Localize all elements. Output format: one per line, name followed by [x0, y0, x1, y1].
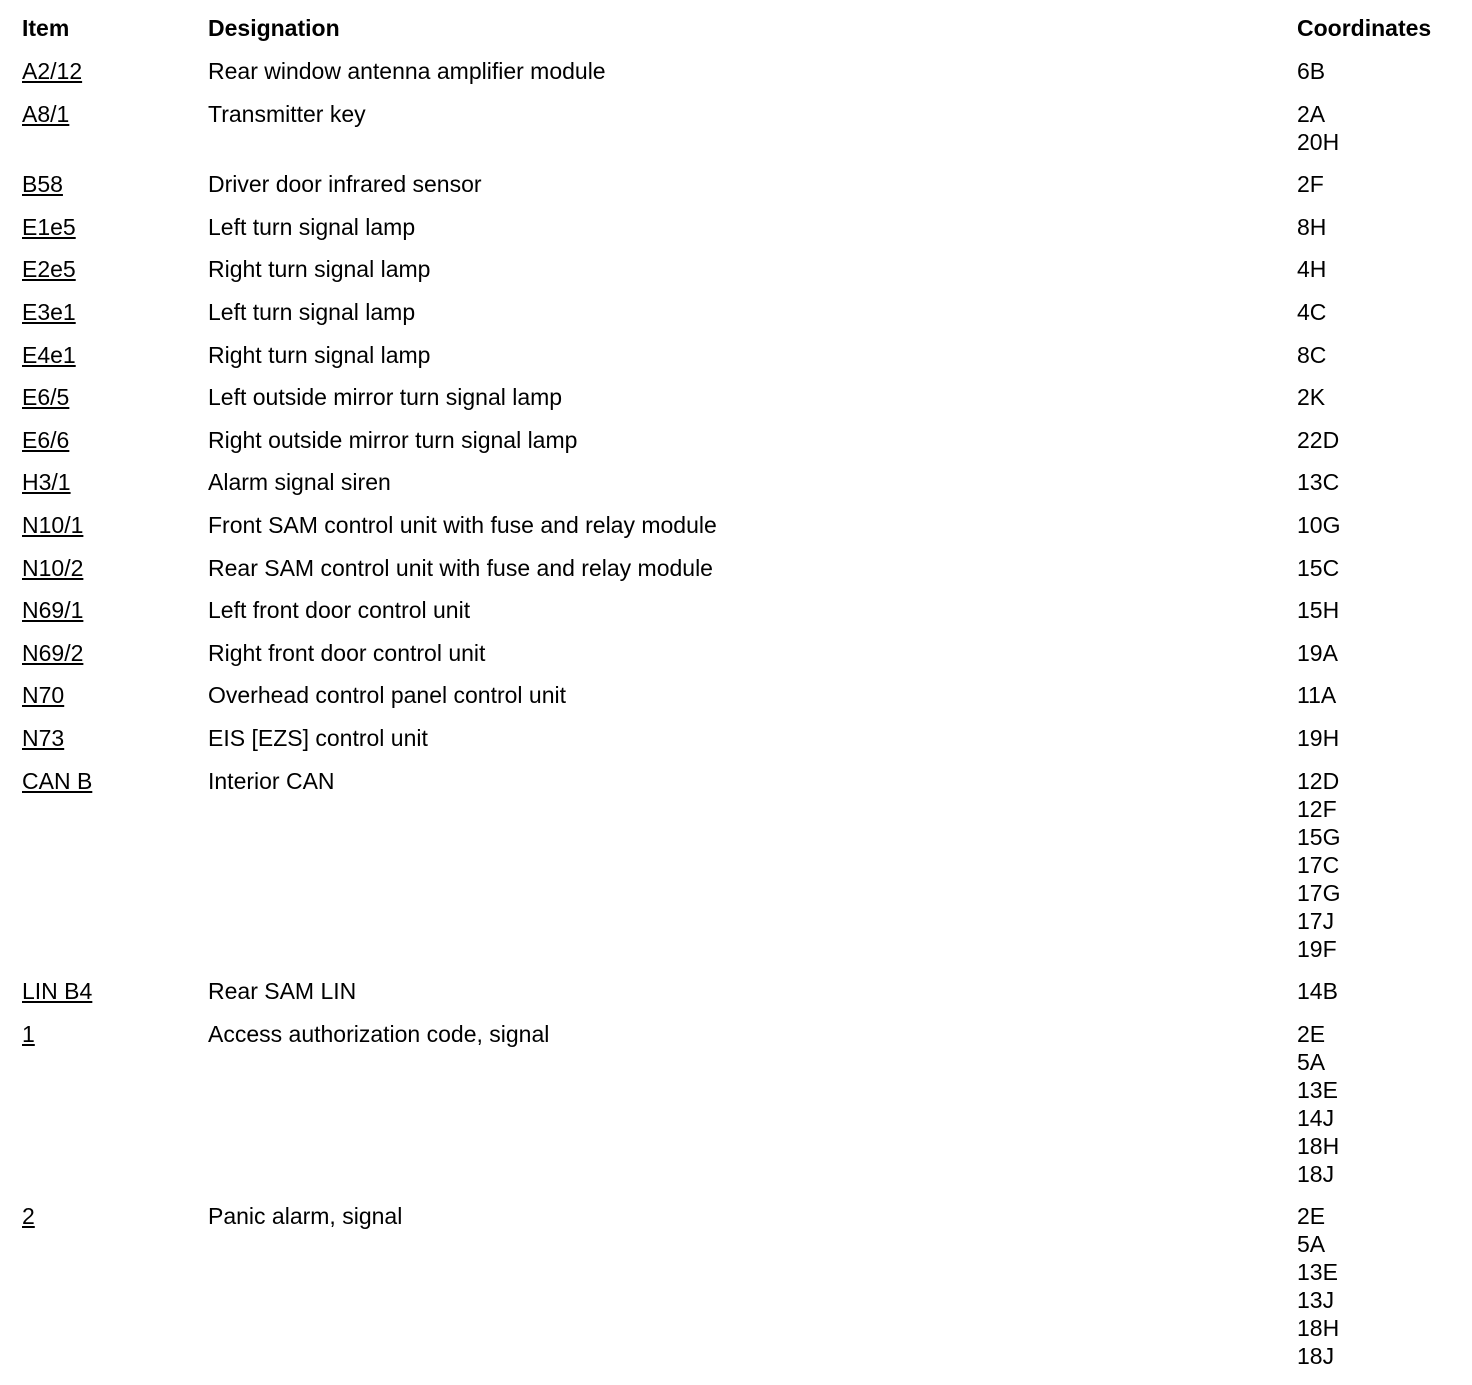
item-link[interactable]: H3/1 — [22, 469, 71, 496]
coordinate-value: 18H — [1297, 1315, 1340, 1342]
designation-text: Right turn signal lamp — [208, 341, 431, 368]
item-link[interactable]: E6/5 — [22, 384, 70, 411]
designation-text: Right outside mirror turn signal lamp — [208, 426, 578, 453]
coordinate-value: 2F — [1297, 171, 1324, 198]
table-row — [0, 1202, 1472, 1370]
item-link[interactable]: N73 — [22, 724, 65, 751]
table-row — [0, 468, 1472, 496]
table-row — [0, 383, 1472, 411]
designation-text: Rear window antenna amplifier module — [208, 58, 606, 84]
coordinates-cell — [1297, 213, 1326, 241]
coordinate-value: 15H — [1297, 597, 1340, 624]
item-link[interactable]: N70 — [22, 682, 65, 709]
item-link[interactable]: A2/12 — [22, 58, 83, 84]
coordinate-value: 15C — [1297, 554, 1340, 581]
item-link[interactable]: N10/2 — [22, 554, 84, 581]
coordinate-value: 14J — [1297, 1104, 1335, 1131]
coordinates-cell — [1297, 681, 1336, 709]
coordinates-cell — [1297, 170, 1324, 198]
coordinate-value: 5A — [1297, 1048, 1326, 1075]
item-link[interactable]: E3e1 — [22, 298, 76, 325]
coordinates-cell — [1297, 1202, 1339, 1370]
designation-text: Left outside mirror turn signal lamp — [208, 384, 563, 411]
table-row — [0, 596, 1472, 624]
coordinate-value: 17J — [1297, 907, 1335, 934]
coordinates-cell — [1297, 724, 1339, 752]
coordinate-value: 13C — [1297, 469, 1340, 496]
coordinate-value: 4H — [1297, 256, 1327, 283]
coordinate-value: 8H — [1297, 213, 1327, 240]
coordinate-value: 18J — [1297, 1343, 1335, 1370]
table-row — [0, 554, 1472, 582]
coordinates-cell — [1297, 298, 1326, 326]
coordinates-cell — [1297, 511, 1340, 539]
designation-text: Left front door control unit — [208, 597, 471, 624]
coordinates-cell — [1297, 100, 1339, 156]
item-link[interactable]: E6/6 — [22, 426, 70, 453]
table-header — [0, 15, 1472, 43]
coordinates-cell — [1297, 1020, 1339, 1188]
table-row — [0, 255, 1472, 283]
coordinate-value: 13E — [1297, 1076, 1338, 1103]
designation-text: Transmitter key — [208, 100, 366, 127]
coordinates-cell — [1297, 255, 1326, 283]
coordinates-cell — [1297, 341, 1326, 369]
coordinate-value: 2A — [1297, 100, 1326, 127]
coordinate-value: 15G — [1297, 823, 1341, 850]
item-link[interactable]: N69/2 — [22, 639, 84, 666]
item-link[interactable]: A8/1 — [22, 100, 70, 127]
table-row — [0, 213, 1472, 241]
designation-text: Overhead control panel control unit — [208, 682, 566, 709]
designation-text: Driver door infrared sensor — [208, 171, 482, 198]
table-row — [0, 767, 1472, 963]
coordinate-value: 17C — [1297, 851, 1340, 878]
designation-text: Right turn signal lamp — [208, 256, 431, 283]
table-row — [0, 426, 1472, 454]
coordinates-cell — [1297, 977, 1338, 1005]
coordinate-value: 2E — [1297, 1203, 1326, 1230]
table-row — [0, 1020, 1472, 1188]
coordinate-value: 6B — [1297, 58, 1326, 84]
table-row — [0, 724, 1472, 752]
coordinates-cell — [1297, 767, 1340, 963]
table-row — [0, 298, 1472, 326]
coordinate-value: 10G — [1297, 511, 1341, 538]
designation-text: Panic alarm, signal — [208, 1203, 403, 1230]
coordinate-value: 18H — [1297, 1132, 1340, 1159]
table-row — [0, 100, 1472, 156]
coordinate-value: 22D — [1297, 426, 1340, 453]
designation-text: Left turn signal lamp — [208, 213, 416, 240]
item-link[interactable]: E2e5 — [22, 256, 76, 283]
coordinates-cell — [1297, 383, 1325, 411]
designation-text: Left turn signal lamp — [208, 298, 416, 325]
component-table — [0, 57, 1472, 1385]
item-link[interactable]: E4e1 — [22, 341, 76, 368]
item-link[interactable]: CAN B — [22, 767, 93, 794]
coordinates-cell — [1297, 426, 1339, 454]
designation-text: Front SAM control unit with fuse and relay module — [208, 511, 717, 538]
coordinate-value: 19F — [1297, 935, 1337, 962]
coordinate-value: 19H — [1297, 724, 1340, 751]
item-link[interactable]: N69/1 — [22, 597, 84, 624]
item-link[interactable]: LIN B4 — [22, 978, 93, 1005]
coordinate-value: 4C — [1297, 298, 1327, 325]
coordinates-cell — [1297, 468, 1339, 496]
table-row — [0, 977, 1472, 1005]
designation-text: Rear SAM LIN — [208, 978, 357, 1005]
item-link[interactable]: N10/1 — [22, 511, 84, 538]
table-row — [0, 639, 1472, 667]
header-coordinates: Coordinates — [1297, 15, 1432, 41]
coordinate-value: 8C — [1297, 341, 1327, 368]
item-link[interactable]: B58 — [22, 171, 63, 198]
coordinates-cell — [1297, 639, 1338, 667]
coordinates-cell — [1297, 57, 1325, 85]
coordinate-value: 11A — [1297, 682, 1337, 709]
header-designation: Designation — [208, 15, 340, 41]
coordinate-value: 20H — [1297, 128, 1340, 155]
designation-text: Rear SAM control unit with fuse and relay module — [208, 554, 713, 581]
coordinates-cell — [1297, 554, 1339, 582]
item-link[interactable]: 1 — [22, 1020, 35, 1047]
coordinate-value: 13E — [1297, 1259, 1338, 1286]
designation-text: Access authorization code, signal — [208, 1020, 550, 1047]
designation-text: EIS [EZS] control unit — [208, 724, 428, 751]
item-link[interactable]: E1e5 — [22, 213, 76, 240]
header-item: Item — [22, 15, 70, 41]
table-row — [0, 681, 1472, 709]
designation-text: Interior CAN — [208, 767, 335, 794]
coordinates-cell — [1297, 596, 1339, 624]
coordinate-value: 19A — [1297, 639, 1338, 666]
coordinate-value: 12F — [1297, 795, 1337, 822]
designation-text: Alarm signal siren — [208, 469, 391, 496]
item-link[interactable]: 2 — [22, 1203, 35, 1230]
coordinate-value: 12D — [1297, 767, 1340, 794]
table-row — [0, 511, 1472, 539]
coordinate-value: 13J — [1297, 1287, 1335, 1314]
coordinate-value: 14B — [1297, 978, 1338, 1005]
table-row — [0, 341, 1472, 369]
table-row — [0, 57, 1472, 85]
coordinate-value: 5A — [1297, 1231, 1326, 1258]
coordinate-value: 17G — [1297, 879, 1341, 906]
table-row — [0, 170, 1472, 198]
designation-text: Right front door control unit — [208, 639, 486, 666]
coordinate-value: 18J — [1297, 1160, 1335, 1187]
coordinate-value: 2E — [1297, 1020, 1326, 1047]
coordinate-value: 2K — [1297, 384, 1326, 411]
